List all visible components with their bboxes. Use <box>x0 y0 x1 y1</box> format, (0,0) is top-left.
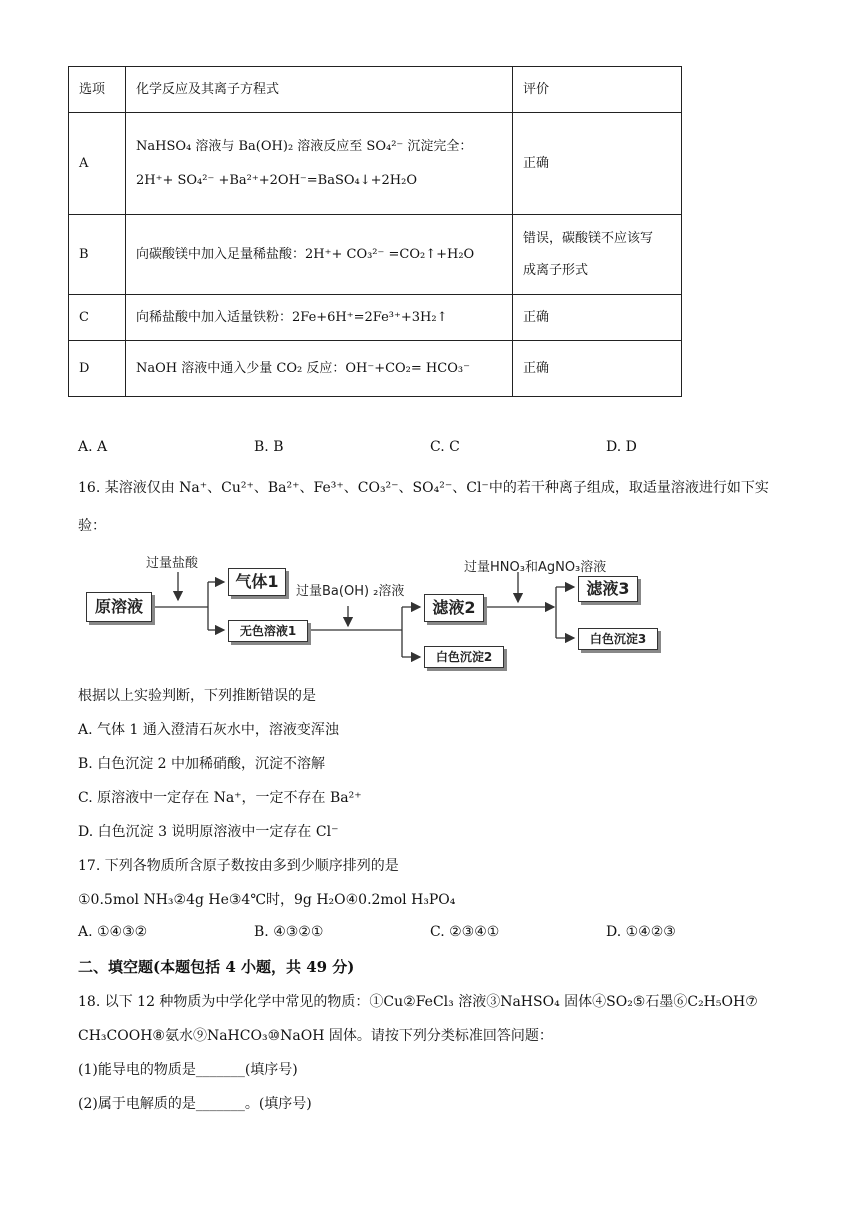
q16-option-c: C. 原溶液中一定存在 Na⁺，一定不存在 Ba²⁺ <box>78 790 362 806</box>
row-evaluation: 正确 <box>513 341 682 397</box>
reagent-hno3-agno3-label: 过量HNO₃和AgNO₃溶液 <box>464 560 607 575</box>
q17-stem: 17. 下列各物质所含原子数按由多到少顺序排列的是 <box>78 858 399 874</box>
reagent-hcl-label: 过量盐酸 <box>146 556 199 571</box>
q17-option-b: B. ④③②① <box>254 924 324 940</box>
q16-ask: 根据以上实验判断，下列推断错误的是 <box>78 688 316 704</box>
flow-diagram <box>84 550 684 680</box>
q16-option-a: A. 气体 1 通入澄清石灰水中，溶液变浑浊 <box>78 722 339 738</box>
q18-subquestion-2: (2)属于电解质的是_______。(填序号) <box>78 1096 312 1112</box>
reagent-baoh2-label: 过量Ba(OH) ₂溶液 <box>296 584 405 599</box>
table-row <box>69 113 682 215</box>
table-row <box>69 295 682 341</box>
q17-option-c: C. ②③④① <box>430 924 500 940</box>
row-option: A <box>69 113 126 215</box>
row-equation: NaOH 溶液中通入少量 CO₂ 反应：OH⁻+CO₂= HCO₃⁻ <box>126 341 513 397</box>
q18-stem: 18. 以下 12 种物质为中学化学中常见的物质：①Cu②FeCl₃ 溶液③NaHSO₄ 固体④SO₂⑤石墨⑥C₂H₅OH⑦ <box>78 994 758 1010</box>
q17-items: ①0.5mol NH₃②4g He③4℃时，9g H₂O④0.2mol H₃PO₄ <box>78 892 456 908</box>
q15-option-a: A. A <box>78 439 108 455</box>
q16-option-b: B. 白色沉淀 2 中加稀硝酸，沉淀不溶解 <box>78 756 325 772</box>
section-2-heading: 二、填空题(本题包括 4 小题，共 49 分) <box>78 958 355 976</box>
q16-stem: 16. 某溶液仅由 Na⁺、Cu²⁺、Ba²⁺、Fe³⁺、CO₃²⁻、SO₄²⁻、Cl⁻中的若干种离子组成，取适量溶液进行如下实 <box>78 480 769 496</box>
filtrate-3-box: 滤液3 <box>578 576 638 602</box>
row-evaluation: 正确 <box>513 295 682 341</box>
colorless-solution-1-box: 无色溶液1 <box>228 620 308 642</box>
table-header-option: 选项 <box>69 67 126 113</box>
row-evaluation: 错误，碳酸镁不应该写 成离子形式 <box>513 215 682 295</box>
q16-option-d: D. 白色沉淀 3 说明原溶液中一定存在 Cl⁻ <box>78 824 339 840</box>
white-precipitate-3-box: 白色沉淀3 <box>578 628 658 650</box>
q18-subquestion-1: (1)能导电的物质是_______(填序号) <box>78 1062 298 1078</box>
question-table <box>68 66 682 397</box>
row-option: D <box>69 341 126 397</box>
row-equation: NaHSO₄ 溶液与 Ba(OH)₂ 溶液反应至 SO₄²⁻ 沉淀完全： 2H⁺+ SO₄²⁻ +Ba²⁺+2OH⁻=BaSO₄↓+2H₂O <box>126 113 513 215</box>
filtrate-2-box: 滤液2 <box>424 594 484 622</box>
gas-1-box: 气体1 <box>228 568 286 596</box>
table-header-equation: 化学反应及其离子方程式 <box>126 67 513 113</box>
q17-option-d: D. ①④②③ <box>606 924 676 940</box>
row-evaluation: 正确 <box>513 113 682 215</box>
q17-option-a: A. ①④③② <box>78 924 148 940</box>
q15-option-b: B. B <box>254 439 284 455</box>
q16-stem-cont: 验： <box>78 518 106 534</box>
row-option: B <box>69 215 126 295</box>
row-equation: 向碳酸镁中加入足量稀盐酸：2H⁺+ CO₃²⁻ =CO₂↑+H₂O <box>126 215 513 295</box>
row-option: C <box>69 295 126 341</box>
row-equation: 向稀盐酸中加入适量铁粉：2Fe+6H⁺=2Fe³⁺+3H₂↑ <box>126 295 513 341</box>
table-header-evaluation: 评价 <box>513 67 682 113</box>
q15-option-c: C. C <box>430 439 460 455</box>
q15-option-d: D. D <box>606 439 637 455</box>
q18-stem-cont: CH₃COOH⑧氨水⑨NaHCO₃⑩NaOH 固体。请按下列分类标准回答问题： <box>78 1028 553 1044</box>
table-row <box>69 215 682 295</box>
table-row <box>69 341 682 397</box>
original-solution-box: 原溶液 <box>86 592 152 622</box>
white-precipitate-2-box: 白色沉淀2 <box>424 646 504 668</box>
